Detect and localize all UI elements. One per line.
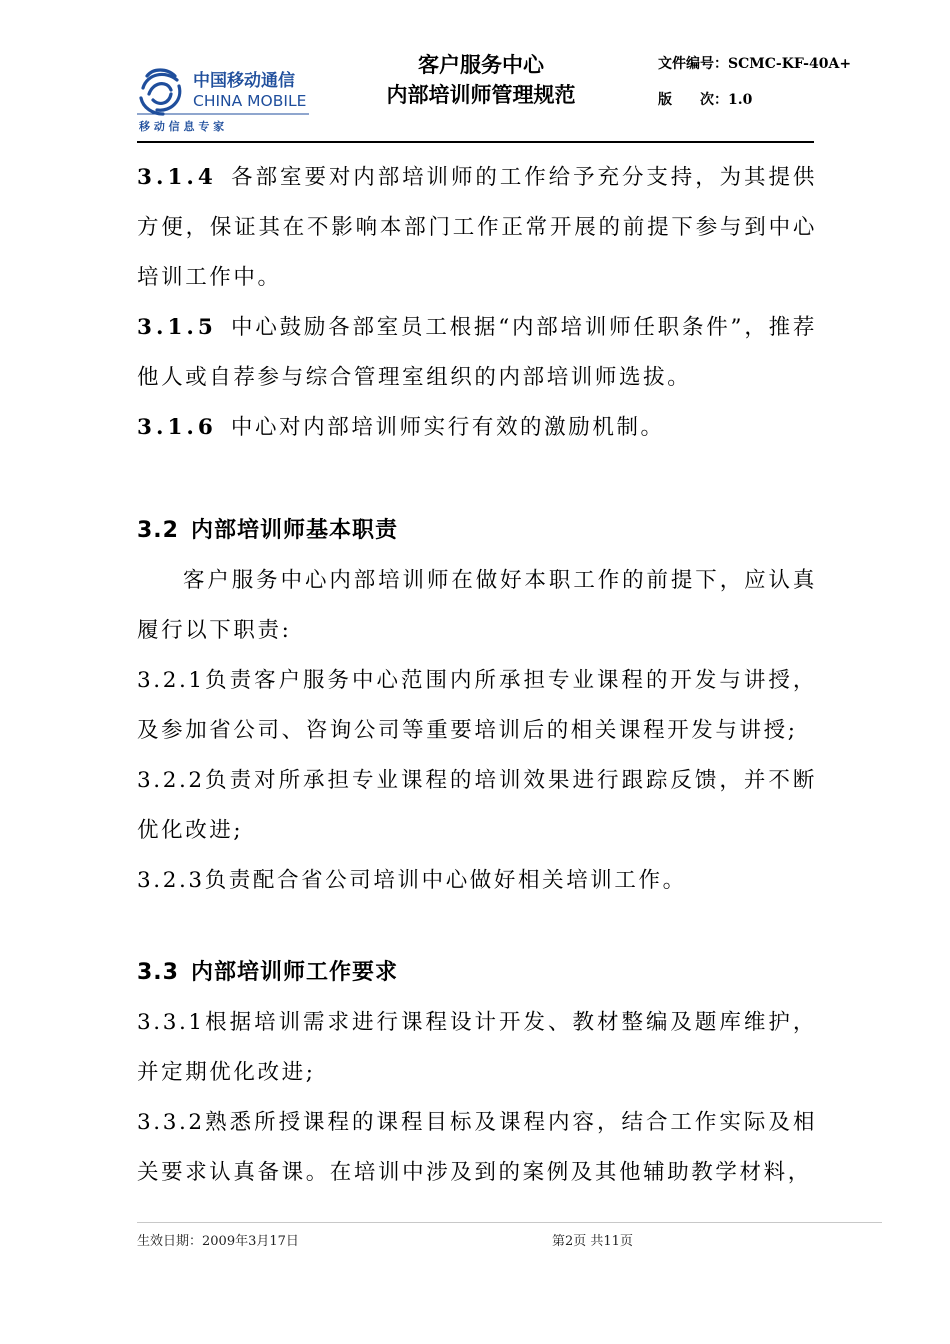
clause-text: 中心鼓励各部室员工根据“内部培训师任职条件”，推荐他人或自荐参与综合管理室组织的内部培训师选拔。	[137, 315, 817, 390]
version-row	[658, 90, 851, 126]
paragraph-3-1-6	[137, 403, 817, 453]
china-mobile-logo	[137, 64, 309, 134]
header-divider	[137, 141, 814, 143]
paragraph-3-1-4	[137, 153, 817, 303]
paragraph-3-2-3: 3.2.3负责配合省公司培训中心做好相关培训工作。	[137, 868, 687, 893]
section-spacer	[137, 906, 817, 948]
clause-text: 中心对内部培训师实行有效的激励机制。	[230, 415, 665, 440]
paragraph-3-2-2: 3.2.2负责对所承担专业课程的培训效果进行跟踪反馈，并不断优化改进;	[137, 768, 817, 843]
paragraph-3-1-5	[137, 303, 817, 403]
svg-text:移 动 信 息 专 家: 移 动 信 息 专 家	[139, 120, 225, 133]
page-number: 第2页 共11页	[552, 1234, 633, 1249]
effective-date: 生效日期：2009年3月17日	[137, 1234, 299, 1249]
version-label-b: 次：	[700, 92, 728, 108]
clause-text: 各部室要对内部培训师的工作给予充分支持，为其提供方便，保证其在不影响本部门工作正常开展的前提下参与到中心培训工作中。	[137, 165, 817, 290]
section-heading-3-3	[137, 948, 817, 998]
svg-text:CHINA MOBILE: CHINA MOBILE	[193, 92, 307, 110]
section-number: 3.2	[137, 518, 179, 543]
version-value: 1.0	[728, 92, 753, 108]
clause-number: 3.1.6	[137, 415, 217, 440]
paragraph-3-3-2: 3.3.2熟悉所授课程的课程目标及课程内容，结合工作实际及相关要求认真备课。在培训中涉及到的案例及其他辅助教学材料，	[137, 1110, 817, 1185]
section-title: 内部培训师工作要求	[190, 960, 398, 985]
title-line-1: 客户服务中心	[418, 53, 544, 77]
china-mobile-logo-icon	[137, 64, 309, 134]
section-spacer	[137, 453, 817, 506]
document-title	[345, 50, 617, 110]
doc-number-row	[658, 54, 851, 90]
svg-text:中国移动通信: 中国移动通信	[193, 71, 295, 91]
title-line-2: 内部培训师管理规范	[386, 83, 576, 107]
section-title: 内部培训师基本职责	[190, 518, 398, 543]
section-heading-3-2	[137, 506, 817, 556]
clause-number: 3.1.4	[137, 165, 217, 190]
doc-number-value: SCMC-KF-40A+	[728, 56, 852, 72]
section-number: 3.3	[137, 960, 179, 985]
paragraph-3-2-1: 3.2.1负责客户服务中心范围内所承担专业课程的开发与讲授，及参加省公司、咨询公司等重要培训后的相关课程开发与讲授;	[137, 668, 817, 743]
paragraph-3-3-1: 3.3.1根据培训需求进行课程设计开发、教材整编及题库维护，并定期优化改进;	[137, 1010, 817, 1085]
clause-number: 3.1.5	[137, 315, 217, 340]
footer-divider	[137, 1222, 882, 1223]
document-meta	[658, 54, 851, 126]
document-body	[137, 153, 817, 1198]
doc-number-label: 文件编号：	[658, 56, 728, 72]
version-label-a: 版	[658, 92, 672, 108]
paragraph-3-2-intro: 客户服务中心内部培训师在做好本职工作的前提下，应认真履行以下职责:	[137, 568, 817, 643]
